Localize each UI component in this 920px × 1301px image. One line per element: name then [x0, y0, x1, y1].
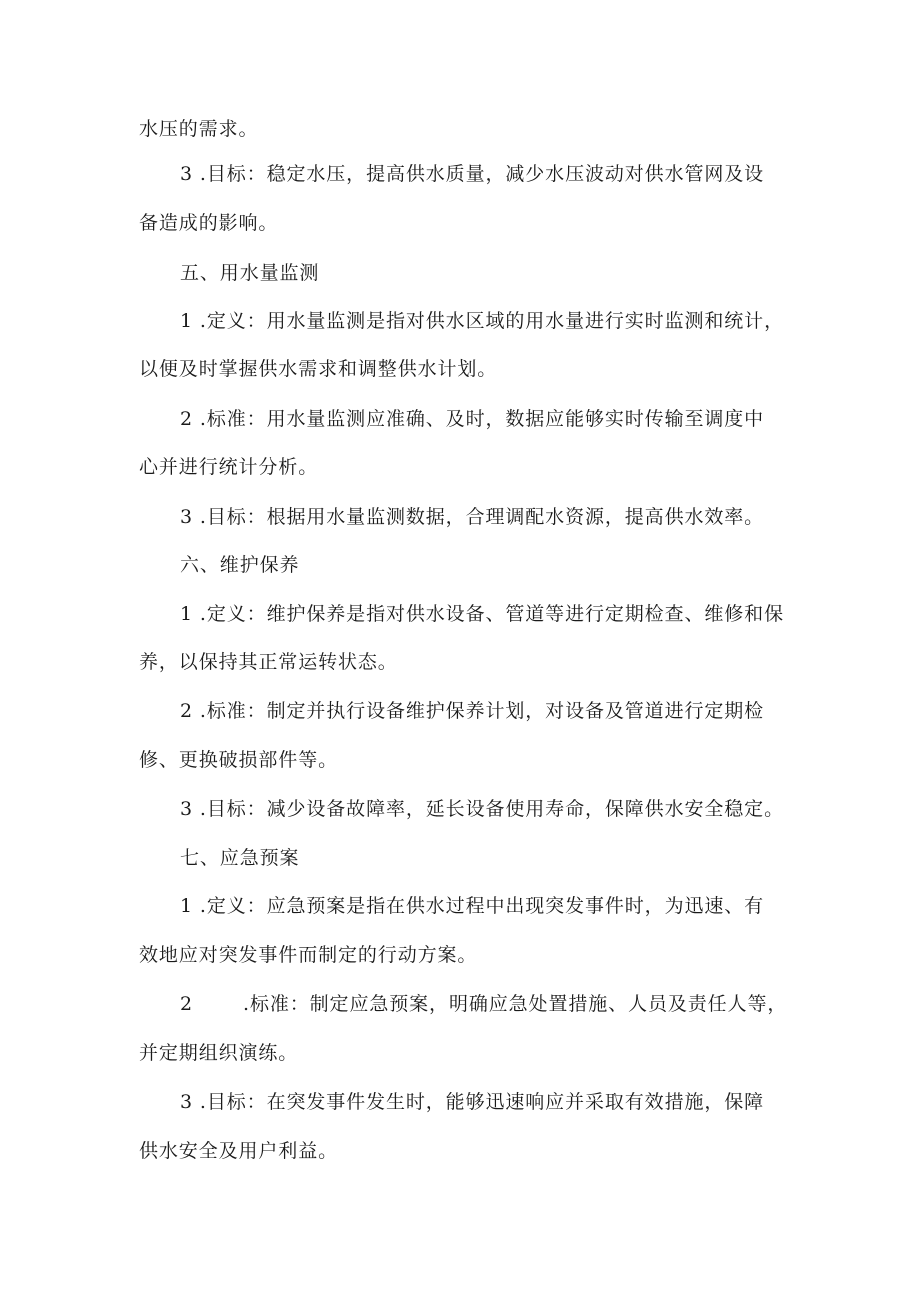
- section-heading: 六、维护保养: [180, 554, 300, 576]
- text-line: 2 .标准：用水量监测应准确、及时，数据应能够实时传输至调度中: [180, 408, 765, 430]
- text-line: 水压的需求。: [139, 118, 259, 140]
- text-line: 3 .目标：减少设备故障率，延长设备使用寿命，保障供水安全稳定。: [180, 798, 784, 820]
- section-heading: 五、用水量监测: [180, 262, 320, 284]
- text-line: 1 .定义：应急预案是指在供水过程中出现突发事件时，为迅速、有: [180, 895, 765, 917]
- text-line: 备造成的影响。: [139, 212, 279, 234]
- list-text: .标准：制定应急预案，明确应急处置措施、人员及责任人等，: [243, 993, 788, 1015]
- text-line: 效地应对突发事件而制定的行动方案。: [139, 944, 478, 966]
- text-line: 1 .定义：用水量监测是指对供水区域的用水量进行实时监测和统计，: [180, 310, 784, 332]
- list-number: 2: [180, 993, 193, 1015]
- text-line: [180, 992, 787, 1016]
- text-line: 养，以保持其正常运转状态。: [139, 651, 398, 673]
- text-line: 3 .目标：在突发事件发生时，能够迅速响应并采取有效措施，保障: [180, 1091, 765, 1113]
- text-line: 修、更换破损部件等。: [139, 749, 339, 771]
- text-line: 心并进行统计分析。: [139, 456, 319, 478]
- text-line: 3 .目标：稳定水压，提高供水质量，减少水压波动对供水管网及设: [180, 163, 765, 185]
- text-line: 2 .标准：制定并执行设备维护保养计划，对设备及管道进行定期检: [180, 700, 765, 722]
- text-line: 以便及时掌握供水需求和调整供水计划。: [139, 358, 498, 380]
- text-line: 并定期组织演练。: [139, 1042, 299, 1064]
- section-heading: 七、应急预案: [180, 847, 300, 869]
- text-line: 供水安全及用户利益。: [139, 1140, 339, 1162]
- text-line: 3 .目标：根据用水量监测数据，合理调配水资源，提高供水效率。: [180, 506, 765, 528]
- text-line: 1 .定义：维护保养是指对供水设备、管道等进行定期检查、维修和保: [180, 603, 784, 625]
